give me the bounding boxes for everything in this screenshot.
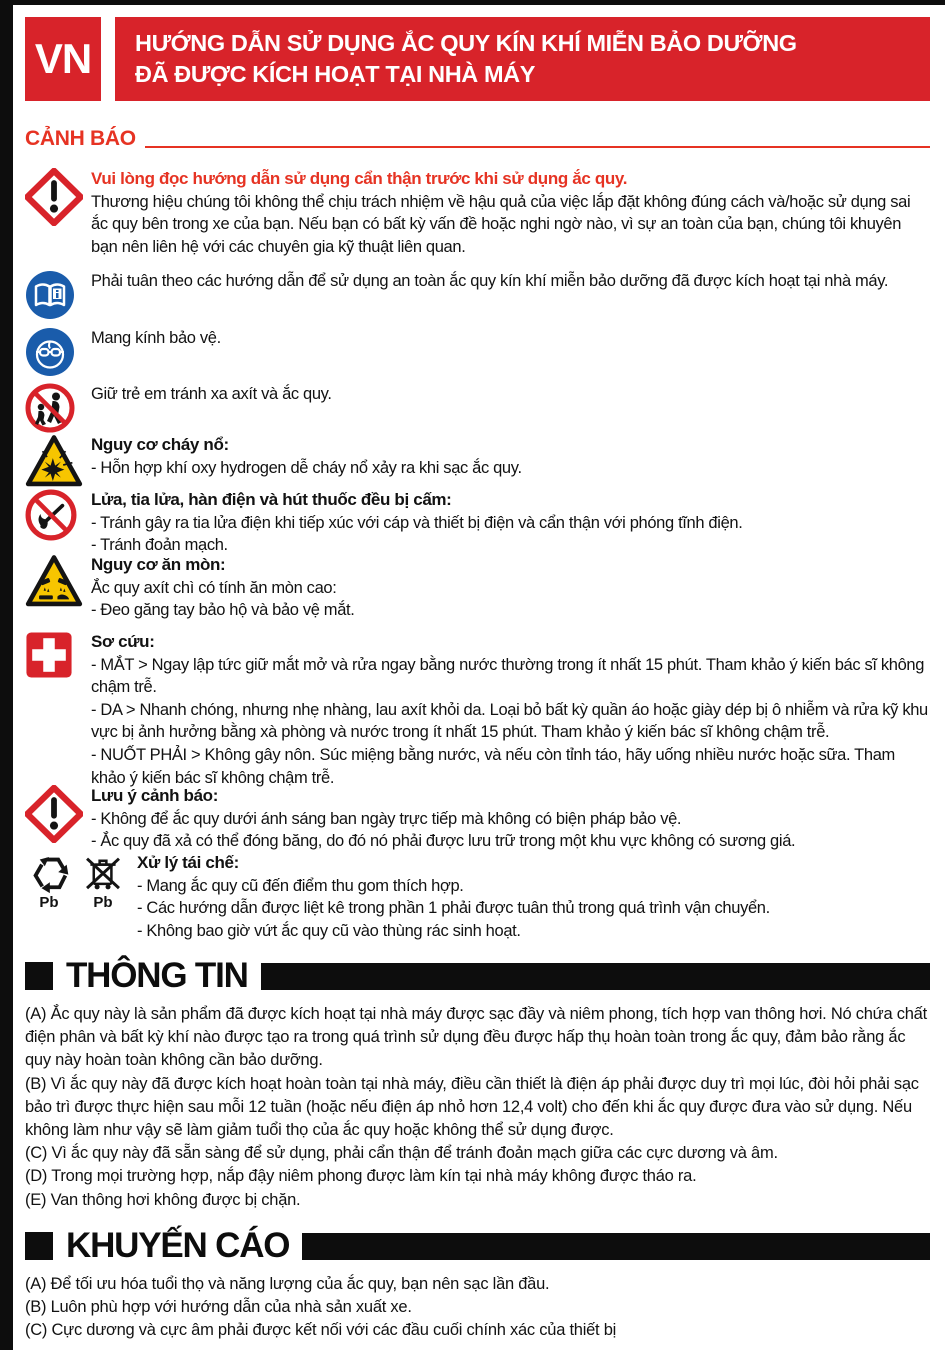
info-paragraph: (B) Vì ắc quy này đã được kích hoạt hoàn toàn tại nhà máy, điều cần thiết là điện áp phải được duy trì mọi lúc, đòi hỏi phải sạc bảo trì được thực hiện sau mỗi 12 tuần (hoặc nếu điện áp nhỏ hơn 12,4 volt) cho đến khi ắc quy được đưa vào sử dụng. Nếu không làm như vậy sẽ làm giảm tuổi thọ của ắc quy hoặc không thể sử dụng được. xyxy=(25,1074,919,1140)
info-paragraph: (E) Van thông hơi không được bị chặn. xyxy=(25,1190,301,1209)
warning-heading xyxy=(25,127,930,151)
warning-line: - Hỗn hợp khí oxy hydrogen dễ cháy nổ xảy ra khi sạc ắc quy. xyxy=(91,458,522,477)
info-paragraph: (A) Ắc quy này là sản phẩm đã được kích hoạt tại nhà máy được sạc đầy và niêm phong, tích hợp van thông hơi. Nó chứa chất điện phân và bất kỳ khí nào được tạo ra trong quá trình sử dụng đều được hấp thụ hoàn toàn trong ắc quy, đảm bảo rằng ắc quy này hoàn toàn không cần bảo dưỡng. xyxy=(25,1005,927,1070)
warning-line: Mang kính bảo vệ. xyxy=(91,329,221,347)
page-left-edge xyxy=(0,0,13,1350)
warning-title: Sơ cứu: xyxy=(91,632,155,651)
recommendation-paragraph: (A) Để tối ưu hóa tuổi thọ và năng lượng của ắc quy, bạn nên sạc lần đầu. xyxy=(25,1275,550,1293)
warning-text xyxy=(91,785,930,853)
warning-heading-rule xyxy=(145,146,930,148)
warning-title: Lửa, tia lửa, hàn điện và hút thuốc đều bị cấm: xyxy=(91,490,452,509)
warning-line: - DA > Nhanh chóng, nhưng nhẹ nhàng, lau axít khỏi da. Loại bỏ bất kỳ quần áo hoặc giày dép bị ô nhiễm và rửa kỹ khu vực bị ảnh hưởng bằng xà phòng và nước trong ít nhất 15 phút. Tham khảo ý kiến bác sĩ không chậm trễ. xyxy=(91,700,928,742)
pb-label: Pb xyxy=(93,894,113,911)
page-top-edge xyxy=(0,0,945,5)
warning-text xyxy=(91,489,930,557)
eye-protection-icon xyxy=(25,327,91,377)
warning-title: Vui lòng đọc hướng dẫn sử dụng cẩn thận trước khi sử dụng ắc quy. xyxy=(91,169,628,188)
warning-title: Xử lý tái chế: xyxy=(137,853,239,872)
warning-line: Ắc quy axít chì có tính ăn mòn cao: xyxy=(91,578,337,597)
recommendation-paragraph: (C) Cực dương và cực âm phải được kết nối với các đầu cuối chính xác của thiết bị xyxy=(25,1321,617,1340)
section-square-bullet xyxy=(25,1232,53,1260)
section-square-bullet xyxy=(25,962,53,990)
section-header-bar xyxy=(302,1233,930,1260)
corrosion-hazard-icon xyxy=(25,554,91,608)
page-title-line2: ĐÃ ĐƯỢC KÍCH HOẠT TẠI NHÀ MÁY xyxy=(135,61,536,87)
language-badge: VN xyxy=(25,17,101,101)
info-paragraph: (D) Trong mọi trường hợp, nắp đậy niêm phong được làm kín tại nhà máy không được tháo ra. xyxy=(25,1167,697,1186)
read-manual-icon xyxy=(25,270,91,320)
recommendation-section-body xyxy=(25,1273,930,1343)
warning-text xyxy=(91,383,930,406)
warning-line: Phải tuân theo các hướng dẫn để sử dụng an toàn ắc quy kín khí miễn bảo dưỡng đã được kích hoạt tại nhà máy. xyxy=(91,272,889,290)
info-section xyxy=(25,956,930,1212)
title-banner xyxy=(115,17,930,101)
warning-row-follow-instructions xyxy=(25,270,930,320)
warning-row-no-open-flames xyxy=(25,489,930,557)
warning-row-read-carefully xyxy=(25,168,930,258)
warning-heading-label: CẢNH BÁO xyxy=(25,127,136,150)
warning-text xyxy=(91,168,930,258)
header xyxy=(25,17,930,101)
ghs-exclamation-icon xyxy=(25,168,91,226)
explosion-hazard-icon xyxy=(25,434,91,488)
warning-text xyxy=(91,434,930,479)
warning-title: Lưu ý cảnh báo: xyxy=(91,786,219,805)
warning-line: - Không để ắc quy dưới ánh sáng ban ngày trực tiếp mà không có biện pháp bảo vệ. xyxy=(91,809,682,828)
warning-line: - MẮT > Ngay lập tức giữ mắt mở và rửa ngay bằng nước thường trong ít nhất 15 phút. Tham khảo ý kiến bác sĩ không chậm trễ. xyxy=(91,655,925,697)
warning-text xyxy=(137,852,930,942)
warning-line: - NUỐT PHẢI > Không gây nôn. Súc miệng bằng nước, và nếu còn tỉnh táo, hãy uống nhiều nước hoặc sữa. Tham khảo ý kiến bác sĩ không chậm trễ. xyxy=(91,745,895,787)
warning-line: - Ắc quy đã xả có thể đóng băng, do đó nó phải được lưu trữ trong một khu vực không có sương giá. xyxy=(91,832,796,851)
recommendation-section xyxy=(25,1226,930,1343)
info-paragraph: (C) Vì ắc quy này đã sẵn sàng để sử dụng, phải cẩn thận để tránh đoản mạch giữa các cực dương và âm. xyxy=(25,1144,778,1163)
recycle-symbol-icon xyxy=(25,852,73,910)
keep-children-away-icon xyxy=(25,383,91,433)
section-header-bar xyxy=(261,963,930,990)
warning-row-recycling xyxy=(25,852,930,942)
warning-line: Giữ trẻ em tránh xa axít và ắc quy. xyxy=(91,385,332,403)
info-section-header xyxy=(25,956,930,996)
warning-text xyxy=(91,270,930,293)
no-open-flames-icon xyxy=(25,489,91,541)
warning-row-corrosion-hazard xyxy=(25,554,930,622)
page-title-line1: HƯỚNG DẪN SỬ DỤNG ẮC QUY KÍN KHÍ MIỄN BẢO DƯỠNG xyxy=(135,30,797,56)
pb-label: Pb xyxy=(39,894,59,911)
recycling-icon xyxy=(25,852,137,910)
warning-title: Nguy cơ cháy nổ: xyxy=(91,435,229,454)
warning-text xyxy=(91,554,930,622)
info-section-title: THÔNG TIN xyxy=(66,956,248,995)
warning-line: - Tránh đoản mạch. xyxy=(91,536,228,555)
ghs-exclamation-icon xyxy=(25,785,91,843)
warning-row-caution-notes xyxy=(25,785,930,853)
warning-line: - Tránh gây ra tia lửa điện khi tiếp xúc với cáp và thiết bị điện và cẩn thận với phóng tĩnh điện. xyxy=(91,513,743,532)
recommendation-paragraph: (B) Luôn phù hợp với hướng dẫn của nhà sản xuất xe. xyxy=(25,1298,412,1317)
first-aid-icon xyxy=(25,631,91,679)
warning-line: - Đeo găng tay bảo hộ và bảo vệ mắt. xyxy=(91,601,355,620)
warning-row-keep-children-away xyxy=(25,383,930,433)
recommendation-section-header xyxy=(25,1226,930,1266)
warning-row-first-aid xyxy=(25,631,930,789)
warning-line: - Không bao giờ vứt ắc quy cũ vào thùng rác sinh hoạt. xyxy=(137,921,521,940)
no-trash-bin-icon xyxy=(79,852,127,910)
warning-text xyxy=(91,327,930,350)
info-section-body xyxy=(25,1003,930,1212)
warning-row-explosion-hazard xyxy=(25,434,930,488)
warning-line: - Các hướng dẫn được liệt kê trong phần 1 phải được tuân thủ trong quá trình vận chuyển. xyxy=(137,899,770,918)
warning-line: - Mang ắc quy cũ đến điểm thu gom thích hợp. xyxy=(137,876,464,895)
recommendation-section-title: KHUYẾN CÁO xyxy=(66,1226,290,1265)
warning-text xyxy=(91,631,930,789)
warning-row-eye-protection xyxy=(25,327,930,377)
warning-line: Thương hiệu chúng tôi không thể chịu trách nhiệm về hậu quả của việc lắp đặt không đúng cách và/hoặc sử dụng sai ắc quy bên trong xe của bạn. Nếu bạn có bất kỳ vấn đề hoặc nghi ngờ nào, vì sự an toàn của bạn, chúng tôi khuyên bạn nên liên hệ với các chuyên gia kỹ thuật liên quan. xyxy=(91,192,911,256)
warning-title: Nguy cơ ăn mòn: xyxy=(91,555,226,574)
